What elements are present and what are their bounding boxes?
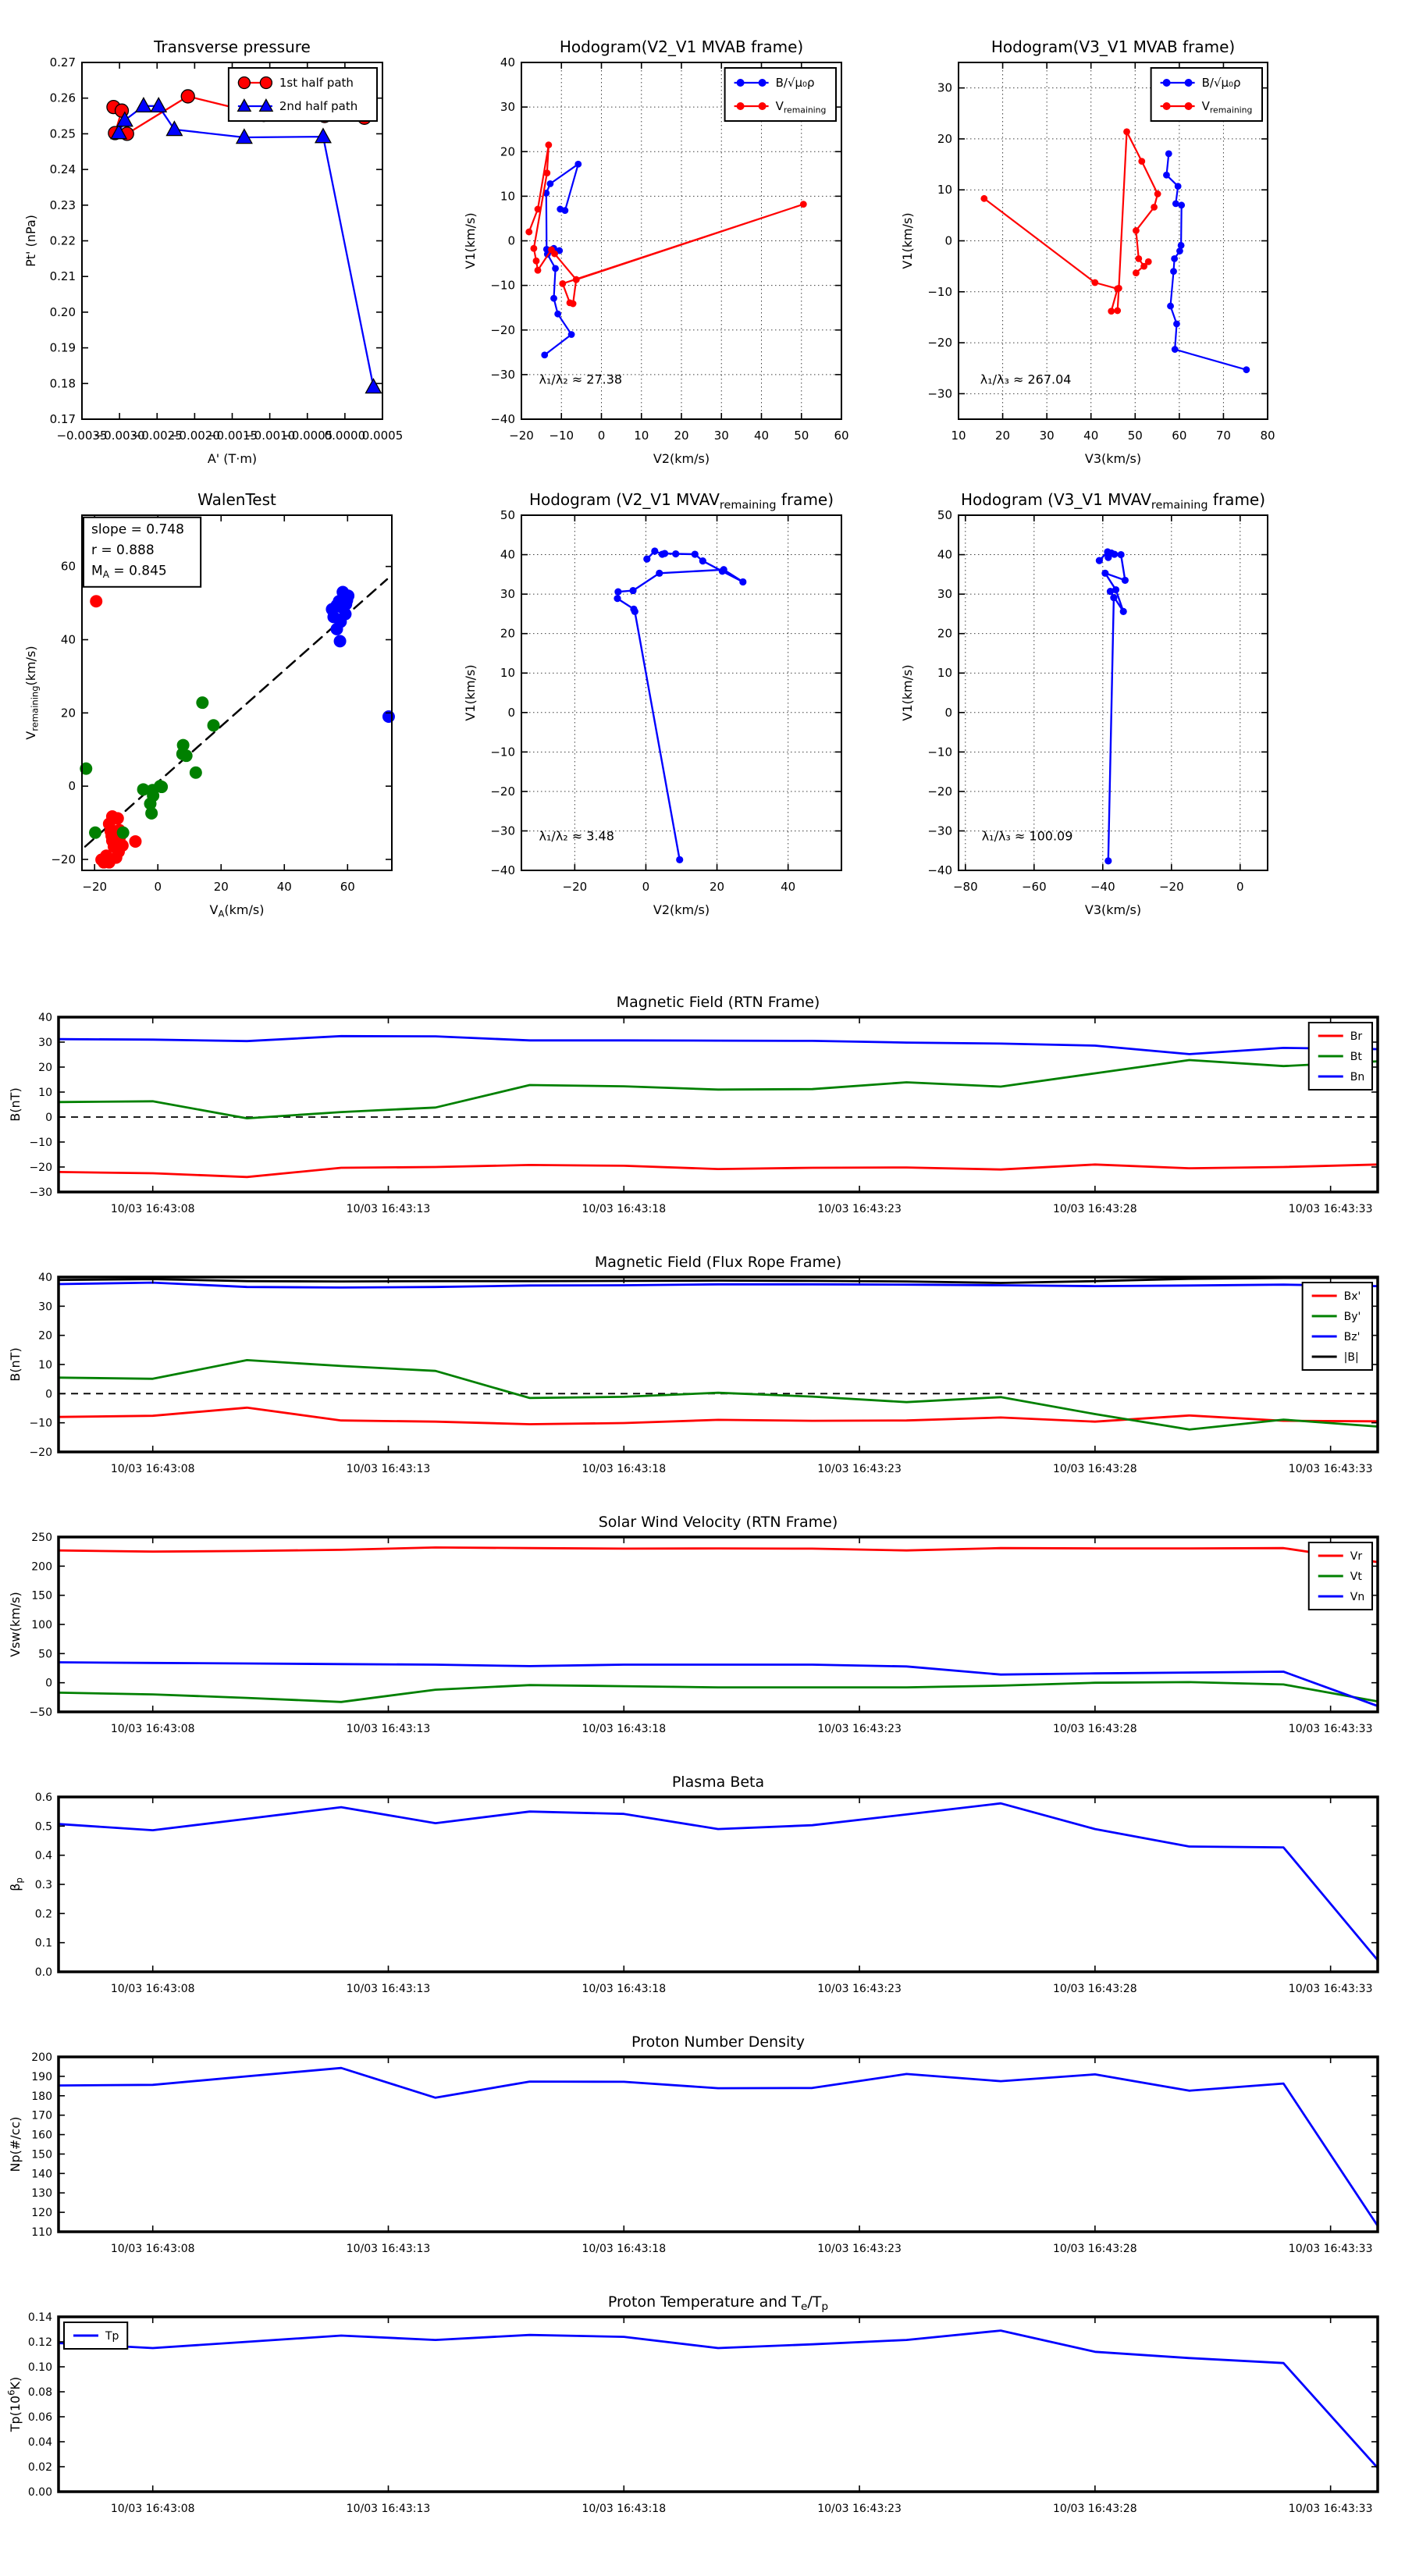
svg-text:10/03 16:43:33: 10/03 16:43:33 — [1288, 1203, 1373, 1215]
svg-text:r = 0.888: r = 0.888 — [91, 543, 155, 559]
hodogram-v3v1-mvab-xlabel: V3(km/s) — [1084, 451, 1142, 466]
svg-text:0: 0 — [944, 233, 952, 248]
vsw-rtn-title: Solar Wind Velocity (RTN Frame) — [598, 1514, 838, 1531]
svg-text:10/03 16:43:28: 10/03 16:43:28 — [1053, 1983, 1137, 1995]
svg-text:50: 50 — [38, 1648, 52, 1661]
svg-text:10/03 16:43:08: 10/03 16:43:08 — [110, 1203, 195, 1215]
proton-temperature-ylabel: $Tp(10^6K)$ — [5, 2376, 23, 2432]
svg-text:10/03 16:43:08: 10/03 16:43:08 — [110, 1463, 195, 1475]
axes-frame — [521, 515, 841, 870]
chart-b-rtn — [8, 994, 1378, 1215]
svg-text:−20: −20 — [509, 429, 534, 443]
svg-text:−10: −10 — [927, 745, 952, 760]
svg-text:0.10: 0.10 — [27, 2361, 52, 2374]
vsw-rtn-legend-label: Vr — [1350, 1550, 1363, 1563]
svg-text:80: 80 — [1260, 429, 1275, 443]
svg-text:−40: −40 — [490, 863, 515, 877]
svg-text:30: 30 — [713, 429, 729, 443]
svg-text:10/03 16:43:08: 10/03 16:43:08 — [110, 1723, 195, 1735]
svg-text:−0.0030: −0.0030 — [94, 429, 145, 443]
svg-text:20: 20 — [38, 1062, 52, 1074]
svg-text:10/03 16:43:33: 10/03 16:43:33 — [1288, 2503, 1373, 2515]
svg-text:50: 50 — [794, 429, 809, 443]
svg-text:0.20: 0.20 — [49, 304, 76, 319]
hodogram-v2v1-mvab-title: Hodogram(V2_V1 MVAB frame) — [559, 37, 804, 56]
svg-text:−0.0035: −0.0035 — [56, 429, 108, 443]
series-points-middle-points — [80, 696, 219, 839]
svg-text:30: 30 — [937, 587, 952, 602]
svg-text:180: 180 — [31, 2090, 52, 2103]
svg-text:200: 200 — [31, 1560, 52, 1574]
proton-density-ylabel: Np(#/cc) — [8, 2116, 23, 2172]
proton-temperature-legend-label: Tp — [105, 2330, 119, 2343]
svg-text:0.0: 0.0 — [34, 1966, 52, 1979]
plasma-beta-ylabel: $\beta_p$ — [8, 1877, 25, 1891]
svg-text:−30: −30 — [29, 1187, 52, 1199]
svg-text:−10: −10 — [549, 429, 574, 443]
walen-test-xlabel: $V_A(km/s)$ — [209, 902, 265, 920]
svg-text:0.25: 0.25 — [49, 126, 76, 141]
svg-text:40: 40 — [500, 547, 515, 562]
svg-text:10/03 16:43:18: 10/03 16:43:18 — [582, 1983, 667, 1995]
svg-text:20: 20 — [937, 131, 952, 146]
svg-text:0: 0 — [68, 779, 76, 794]
svg-text:120: 120 — [31, 2207, 52, 2220]
svg-text:20: 20 — [500, 144, 515, 159]
svg-text:0.24: 0.24 — [49, 162, 76, 177]
axes-frame — [959, 515, 1268, 870]
svg-text:−10: −10 — [490, 745, 515, 760]
svg-text:−0.0010: −0.0010 — [244, 429, 296, 443]
svg-text:0: 0 — [154, 880, 162, 894]
hodogram-v3v1-mvab-title: Hodogram(V3_V1 MVAB frame) — [991, 37, 1236, 56]
svg-text:−20: −20 — [82, 880, 108, 894]
series-Bx' — [59, 1407, 1378, 1424]
svg-text:10: 10 — [937, 666, 952, 681]
b-rtn-legend-label: Bt — [1350, 1051, 1362, 1063]
proton-temperature-legend — [64, 2322, 127, 2349]
series-2nd half path — [119, 106, 373, 387]
svg-text:40: 40 — [781, 880, 796, 894]
svg-text:10/03 16:43:23: 10/03 16:43:23 — [817, 1983, 902, 1995]
series-Vr — [59, 1547, 1378, 1562]
svg-text:0.04: 0.04 — [27, 2436, 52, 2449]
hodogram-v3v1-mvab-ylabel: V1(km/s) — [900, 212, 915, 269]
svg-text:10: 10 — [634, 429, 649, 443]
series-points-V-remaining-hodogram — [980, 128, 1161, 315]
svg-text:−20: −20 — [927, 336, 952, 350]
svg-text:30: 30 — [38, 1300, 52, 1314]
svg-text:−20: −20 — [562, 880, 588, 894]
transverse-pressure-ylabel: Pt' (nPa) — [23, 215, 38, 267]
hodogram-v2v1-mvab-ylabel: V1(km/s) — [463, 212, 478, 269]
b-rtn-legend-label: Br — [1350, 1030, 1363, 1043]
svg-text:10/03 16:43:18: 10/03 16:43:18 — [582, 1203, 667, 1215]
svg-text:0.18: 0.18 — [49, 376, 76, 391]
svg-text:10/03 16:43:23: 10/03 16:43:23 — [817, 2243, 902, 2255]
proton-temperature-title: Proton Temperature and $T_e/T_p$ — [607, 2293, 829, 2314]
chart-b-flux-rope — [8, 1254, 1378, 1475]
b-flux-rope-legend-label: Bx' — [1343, 1290, 1361, 1303]
svg-text:130: 130 — [31, 2187, 52, 2201]
walen-test-ylabel: $V_{remaining}(km/s)$ — [23, 646, 41, 740]
svg-text:40: 40 — [753, 429, 770, 443]
hodogram-v2v1-mvav-xlabel: V2(km/s) — [653, 902, 710, 917]
svg-text:10/03 16:43:18: 10/03 16:43:18 — [582, 2243, 667, 2255]
svg-text:−60: −60 — [1021, 880, 1047, 894]
b-rtn-title: Magnetic Field (RTN Frame) — [616, 994, 820, 1011]
svg-text:10/03 16:43:28: 10/03 16:43:28 — [1053, 1203, 1137, 1215]
series-Vt — [59, 1682, 1378, 1702]
proton-density-title: Proton Number Density — [631, 2033, 805, 2051]
svg-text:−20: −20 — [1158, 880, 1184, 894]
b-flux-rope-legend-label: |B| — [1343, 1351, 1359, 1364]
series-Bz' — [59, 1283, 1378, 1287]
hodogram-v3v1-mvav-xlabel: V3(km/s) — [1084, 902, 1142, 917]
b-flux-rope-legend-label: Bz' — [1343, 1331, 1361, 1343]
svg-text:10: 10 — [937, 183, 952, 197]
svg-text:140: 140 — [31, 2168, 52, 2181]
svg-text:100: 100 — [31, 1619, 52, 1631]
svg-text:0: 0 — [507, 233, 515, 248]
hodogram-v2v1-mvav-title: Hodogram (V2_V1 $MVAV_{remaining}$ frame) — [528, 490, 834, 512]
svg-text:0.23: 0.23 — [49, 197, 76, 212]
svg-text:30: 30 — [500, 100, 515, 115]
svg-text:10/03 16:43:13: 10/03 16:43:13 — [346, 1983, 431, 1995]
hodogram-v2v1-mvab-xlabel: V2(km/s) — [653, 451, 710, 466]
svg-text:0: 0 — [642, 880, 650, 894]
svg-text:0.22: 0.22 — [49, 233, 76, 248]
svg-text:−20: −20 — [29, 1446, 52, 1459]
series-|B| — [59, 1278, 1378, 1283]
svg-text:0: 0 — [507, 705, 515, 720]
svg-text:60: 60 — [834, 429, 849, 443]
series-points-V-hodogram — [614, 547, 746, 863]
series-B-hodogram — [545, 164, 578, 355]
svg-text:0.4: 0.4 — [34, 1849, 52, 1863]
svg-text:50: 50 — [937, 508, 952, 522]
svg-text:0.14: 0.14 — [27, 2311, 52, 2324]
svg-text:190: 190 — [31, 2070, 52, 2083]
svg-text:10/03 16:43:28: 10/03 16:43:28 — [1053, 2243, 1137, 2255]
chart-hodogram-v3v1-mvab — [900, 37, 1275, 466]
hodogram-v3v1-mvav-title: Hodogram (V3_V1 $MVAV_{remaining}$ frame) — [960, 490, 1266, 512]
svg-text:110: 110 — [31, 2226, 52, 2239]
series-Br — [59, 1165, 1378, 1177]
svg-text:60: 60 — [340, 880, 355, 894]
svg-text:10/03 16:43:28: 10/03 16:43:28 — [1053, 1723, 1137, 1735]
walen-test-title: WalenTest — [197, 490, 276, 509]
svg-text:−20: −20 — [51, 852, 76, 866]
svg-text:0.0005: 0.0005 — [361, 429, 404, 443]
svg-text:−20: −20 — [490, 784, 515, 799]
svg-text:−0.0020: −0.0020 — [169, 429, 220, 443]
svg-text:30: 30 — [500, 587, 515, 602]
b-flux-rope-title: Magnetic Field (Flux Rope Frame) — [594, 1254, 842, 1271]
svg-text:10/03 16:43:13: 10/03 16:43:13 — [346, 2503, 431, 2515]
svg-text:70: 70 — [1215, 429, 1231, 443]
chart-hodogram-v3v1-mvav — [900, 490, 1268, 917]
hodogram-v3v1-mvav-annotation: λ₁/λ₃ ≈ 100.09 — [981, 828, 1073, 844]
chart-proton-temperature — [5, 2293, 1378, 2515]
svg-text:40: 40 — [500, 55, 515, 69]
svg-text:10/03 16:43:23: 10/03 16:43:23 — [817, 2503, 902, 2515]
svg-text:0: 0 — [597, 429, 606, 443]
svg-text:10/03 16:43:23: 10/03 16:43:23 — [817, 1723, 902, 1735]
svg-text:10/03 16:43:08: 10/03 16:43:08 — [110, 2503, 195, 2515]
svg-text:30: 30 — [38, 1037, 52, 1049]
svg-text:−10: −10 — [29, 1137, 52, 1149]
svg-text:0: 0 — [45, 1388, 52, 1401]
transverse-pressure-title: Transverse pressure — [154, 37, 311, 56]
svg-text:slope = 0.748: slope = 0.748 — [91, 521, 184, 538]
b-flux-rope-ylabel: B(nT) — [8, 1347, 23, 1382]
svg-text:20: 20 — [38, 1329, 52, 1343]
svg-text:10: 10 — [951, 429, 966, 443]
series-V-remaining-hodogram — [984, 132, 1158, 311]
plasma-beta-title: Plasma Beta — [671, 1774, 765, 1791]
svg-text:10: 10 — [38, 1087, 52, 1099]
svg-text:0.08: 0.08 — [27, 2386, 52, 2399]
svg-text:−20: −20 — [927, 784, 952, 799]
svg-text:−40: −40 — [1090, 880, 1115, 894]
svg-text:0: 0 — [1236, 880, 1244, 894]
hodogram-v3v1-mvab-legend — [1151, 68, 1262, 121]
chart-transverse-pressure — [23, 37, 403, 466]
svg-text:10: 10 — [500, 189, 515, 204]
hodogram-v2v1-mvav-ylabel: V1(km/s) — [463, 664, 478, 721]
svg-text:40: 40 — [38, 1272, 52, 1284]
svg-text:MA = 0.845: $M_A = 0.845$ — [91, 563, 167, 581]
svg-text:20: 20 — [995, 429, 1011, 443]
svg-text:0.02: 0.02 — [27, 2461, 52, 2474]
hodogram-v3v1-mvab-legend-label: B/√μ₀ρ — [1201, 76, 1241, 90]
svg-text:50: 50 — [500, 508, 515, 522]
hodogram-v3v1-mvab-legend-label: $V_{remaining}$ — [1201, 99, 1253, 116]
svg-text:60: 60 — [60, 559, 76, 574]
axes-frame — [59, 1017, 1378, 1192]
svg-text:20: 20 — [937, 626, 952, 641]
svg-text:10/03 16:43:23: 10/03 16:43:23 — [817, 1463, 902, 1475]
vsw-rtn-legend-label: Vn — [1350, 1591, 1365, 1603]
svg-text:40: 40 — [1083, 429, 1099, 443]
vsw-rtn-legend-label: Vt — [1350, 1571, 1362, 1583]
svg-text:0.3: 0.3 — [34, 1879, 52, 1891]
axes-frame — [59, 2057, 1378, 2232]
svg-text:0.26: 0.26 — [49, 91, 76, 105]
svg-text:10: 10 — [38, 1359, 52, 1372]
axes-frame — [59, 2317, 1378, 2492]
svg-text:10/03 16:43:23: 10/03 16:43:23 — [817, 1203, 902, 1215]
hodogram-v2v1-mvab-legend — [725, 68, 836, 121]
svg-text:−80: −80 — [952, 880, 978, 894]
hodogram-v3v1-mvab-annotation: λ₁/λ₃ ≈ 267.04 — [980, 372, 1072, 387]
svg-text:−50: −50 — [29, 1706, 52, 1719]
svg-text:−30: −30 — [927, 824, 952, 838]
chart-hodogram-v2v1-mvav — [463, 490, 841, 917]
svg-text:−30: −30 — [490, 824, 515, 838]
svg-text:10/03 16:43:08: 10/03 16:43:08 — [110, 2243, 195, 2255]
svg-text:0.06: 0.06 — [27, 2411, 52, 2424]
b-flux-rope-legend — [1303, 1283, 1372, 1370]
svg-text:20: 20 — [674, 429, 689, 443]
svg-text:10: 10 — [500, 666, 515, 681]
svg-text:150: 150 — [31, 1589, 52, 1603]
svg-text:0.2: 0.2 — [34, 1908, 52, 1921]
svg-text:40: 40 — [937, 547, 952, 562]
svg-text:−10: −10 — [490, 278, 515, 293]
svg-text:0.21: 0.21 — [49, 269, 76, 284]
svg-text:0: 0 — [45, 1112, 52, 1124]
svg-text:0.6: 0.6 — [34, 1791, 52, 1804]
series-points-second-half-points — [325, 586, 395, 723]
svg-text:−30: −30 — [490, 367, 515, 382]
chart-walen-test — [23, 490, 395, 920]
svg-text:−40: −40 — [927, 863, 952, 877]
svg-text:10/03 16:43:18: 10/03 16:43:18 — [582, 1463, 667, 1475]
series-Bn — [59, 1036, 1378, 1054]
axes-frame — [59, 1797, 1378, 1972]
transverse-pressure-legend — [229, 68, 377, 121]
axes-frame — [59, 1537, 1378, 1712]
svg-text:10/03 16:43:13: 10/03 16:43:13 — [346, 1723, 431, 1735]
svg-text:20: 20 — [60, 706, 76, 720]
svg-text:10/03 16:43:18: 10/03 16:43:18 — [582, 2503, 667, 2515]
svg-text:10/03 16:43:08: 10/03 16:43:08 — [110, 1983, 195, 1995]
vsw-rtn-legend — [1309, 1542, 1372, 1610]
svg-text:0: 0 — [45, 1677, 52, 1690]
vsw-rtn-ylabel: Vsw(km/s) — [8, 1592, 23, 1657]
svg-text:30: 30 — [937, 80, 952, 95]
series-Tp — [59, 2331, 1378, 2468]
b-rtn-ylabel: B(nT) — [8, 1087, 23, 1122]
svg-text:10/03 16:43:33: 10/03 16:43:33 — [1288, 1723, 1373, 1735]
svg-text:20: 20 — [710, 880, 725, 894]
series-beta-p — [59, 1803, 1378, 1960]
svg-text:20: 20 — [500, 626, 515, 641]
svg-text:170: 170 — [31, 2109, 52, 2122]
transverse-pressure-legend-label: 1st half path — [279, 76, 354, 90]
svg-text:0: 0 — [944, 705, 952, 720]
svg-text:10/03 16:43:33: 10/03 16:43:33 — [1288, 2243, 1373, 2255]
svg-text:−0.0015: −0.0015 — [206, 429, 258, 443]
svg-text:40: 40 — [60, 632, 76, 647]
svg-text:60: 60 — [1172, 429, 1187, 443]
axes-frame — [59, 1277, 1378, 1452]
svg-text:0.0000: 0.0000 — [324, 429, 366, 443]
svg-text:40: 40 — [276, 880, 292, 894]
transverse-pressure-legend-label: 2nd half path — [279, 99, 358, 113]
svg-text:0.17: 0.17 — [49, 412, 76, 426]
svg-text:50: 50 — [1127, 429, 1143, 443]
transverse-pressure-xlabel: A' (T·m) — [207, 451, 258, 466]
svg-text:200: 200 — [31, 2051, 52, 2064]
chart-proton-density — [8, 2033, 1378, 2255]
svg-text:−20: −20 — [29, 1162, 52, 1174]
svg-text:−30: −30 — [927, 386, 952, 401]
hodogram-v2v1-mvab-legend-label: B/√μ₀ρ — [775, 76, 815, 90]
svg-text:250: 250 — [31, 1532, 52, 1544]
series-V-hodogram — [617, 551, 743, 859]
svg-text:−20: −20 — [490, 322, 515, 337]
svg-text:−40: −40 — [490, 412, 515, 426]
svg-text:20: 20 — [213, 880, 229, 894]
hodogram-v2v1-mvab-legend-label: $V_{remaining}$ — [775, 99, 827, 116]
svg-text:10/03 16:43:13: 10/03 16:43:13 — [346, 1463, 431, 1475]
svg-text:10/03 16:43:28: 10/03 16:43:28 — [1053, 2503, 1137, 2515]
series-Vn — [59, 1663, 1378, 1706]
svg-text:0.19: 0.19 — [49, 340, 76, 355]
svg-text:0.5: 0.5 — [34, 1820, 52, 1834]
svg-text:10/03 16:43:28: 10/03 16:43:28 — [1053, 1463, 1137, 1475]
svg-text:10/03 16:43:18: 10/03 16:43:18 — [582, 1723, 667, 1735]
b-flux-rope-legend-label: By' — [1343, 1311, 1361, 1323]
svg-text:10/03 16:43:33: 10/03 16:43:33 — [1288, 1983, 1373, 1995]
svg-text:10/03 16:43:13: 10/03 16:43:13 — [346, 2243, 431, 2255]
svg-text:−10: −10 — [927, 284, 952, 299]
svg-text:0.1: 0.1 — [34, 1937, 52, 1950]
svg-text:0.00: 0.00 — [27, 2486, 52, 2499]
svg-text:−0.0025: −0.0025 — [131, 429, 183, 443]
chart-vsw-rtn — [8, 1514, 1378, 1735]
svg-text:−0.0005: −0.0005 — [282, 429, 333, 443]
svg-text:30: 30 — [1039, 429, 1055, 443]
svg-text:0.27: 0.27 — [49, 55, 76, 69]
b-rtn-legend — [1309, 1023, 1372, 1090]
b-rtn-legend-label: Bn — [1350, 1071, 1365, 1083]
chart-hodogram-v2v1-mvab — [463, 37, 849, 466]
chart-plasma-beta — [8, 1774, 1378, 1995]
series-Np — [59, 2068, 1378, 2226]
hodogram-v3v1-mvav-ylabel: V1(km/s) — [900, 664, 915, 721]
svg-text:−10: −10 — [29, 1417, 52, 1430]
hodogram-v2v1-mvav-annotation: λ₁/λ₂ ≈ 3.48 — [539, 828, 614, 844]
hodogram-v2v1-mvab-annotation: λ₁/λ₂ ≈ 27.38 — [539, 372, 623, 387]
series-Bt — [59, 1060, 1378, 1119]
svg-text:10/03 16:43:13: 10/03 16:43:13 — [346, 1203, 431, 1215]
svg-text:0.12: 0.12 — [27, 2336, 52, 2349]
walen-test-stats-box — [84, 518, 201, 587]
svg-text:160: 160 — [31, 2129, 52, 2142]
series-points-2nd half path — [111, 98, 381, 393]
svg-text:150: 150 — [31, 2148, 52, 2161]
svg-text:40: 40 — [38, 1012, 52, 1024]
svg-text:10/03 16:43:33: 10/03 16:43:33 — [1288, 1463, 1373, 1475]
